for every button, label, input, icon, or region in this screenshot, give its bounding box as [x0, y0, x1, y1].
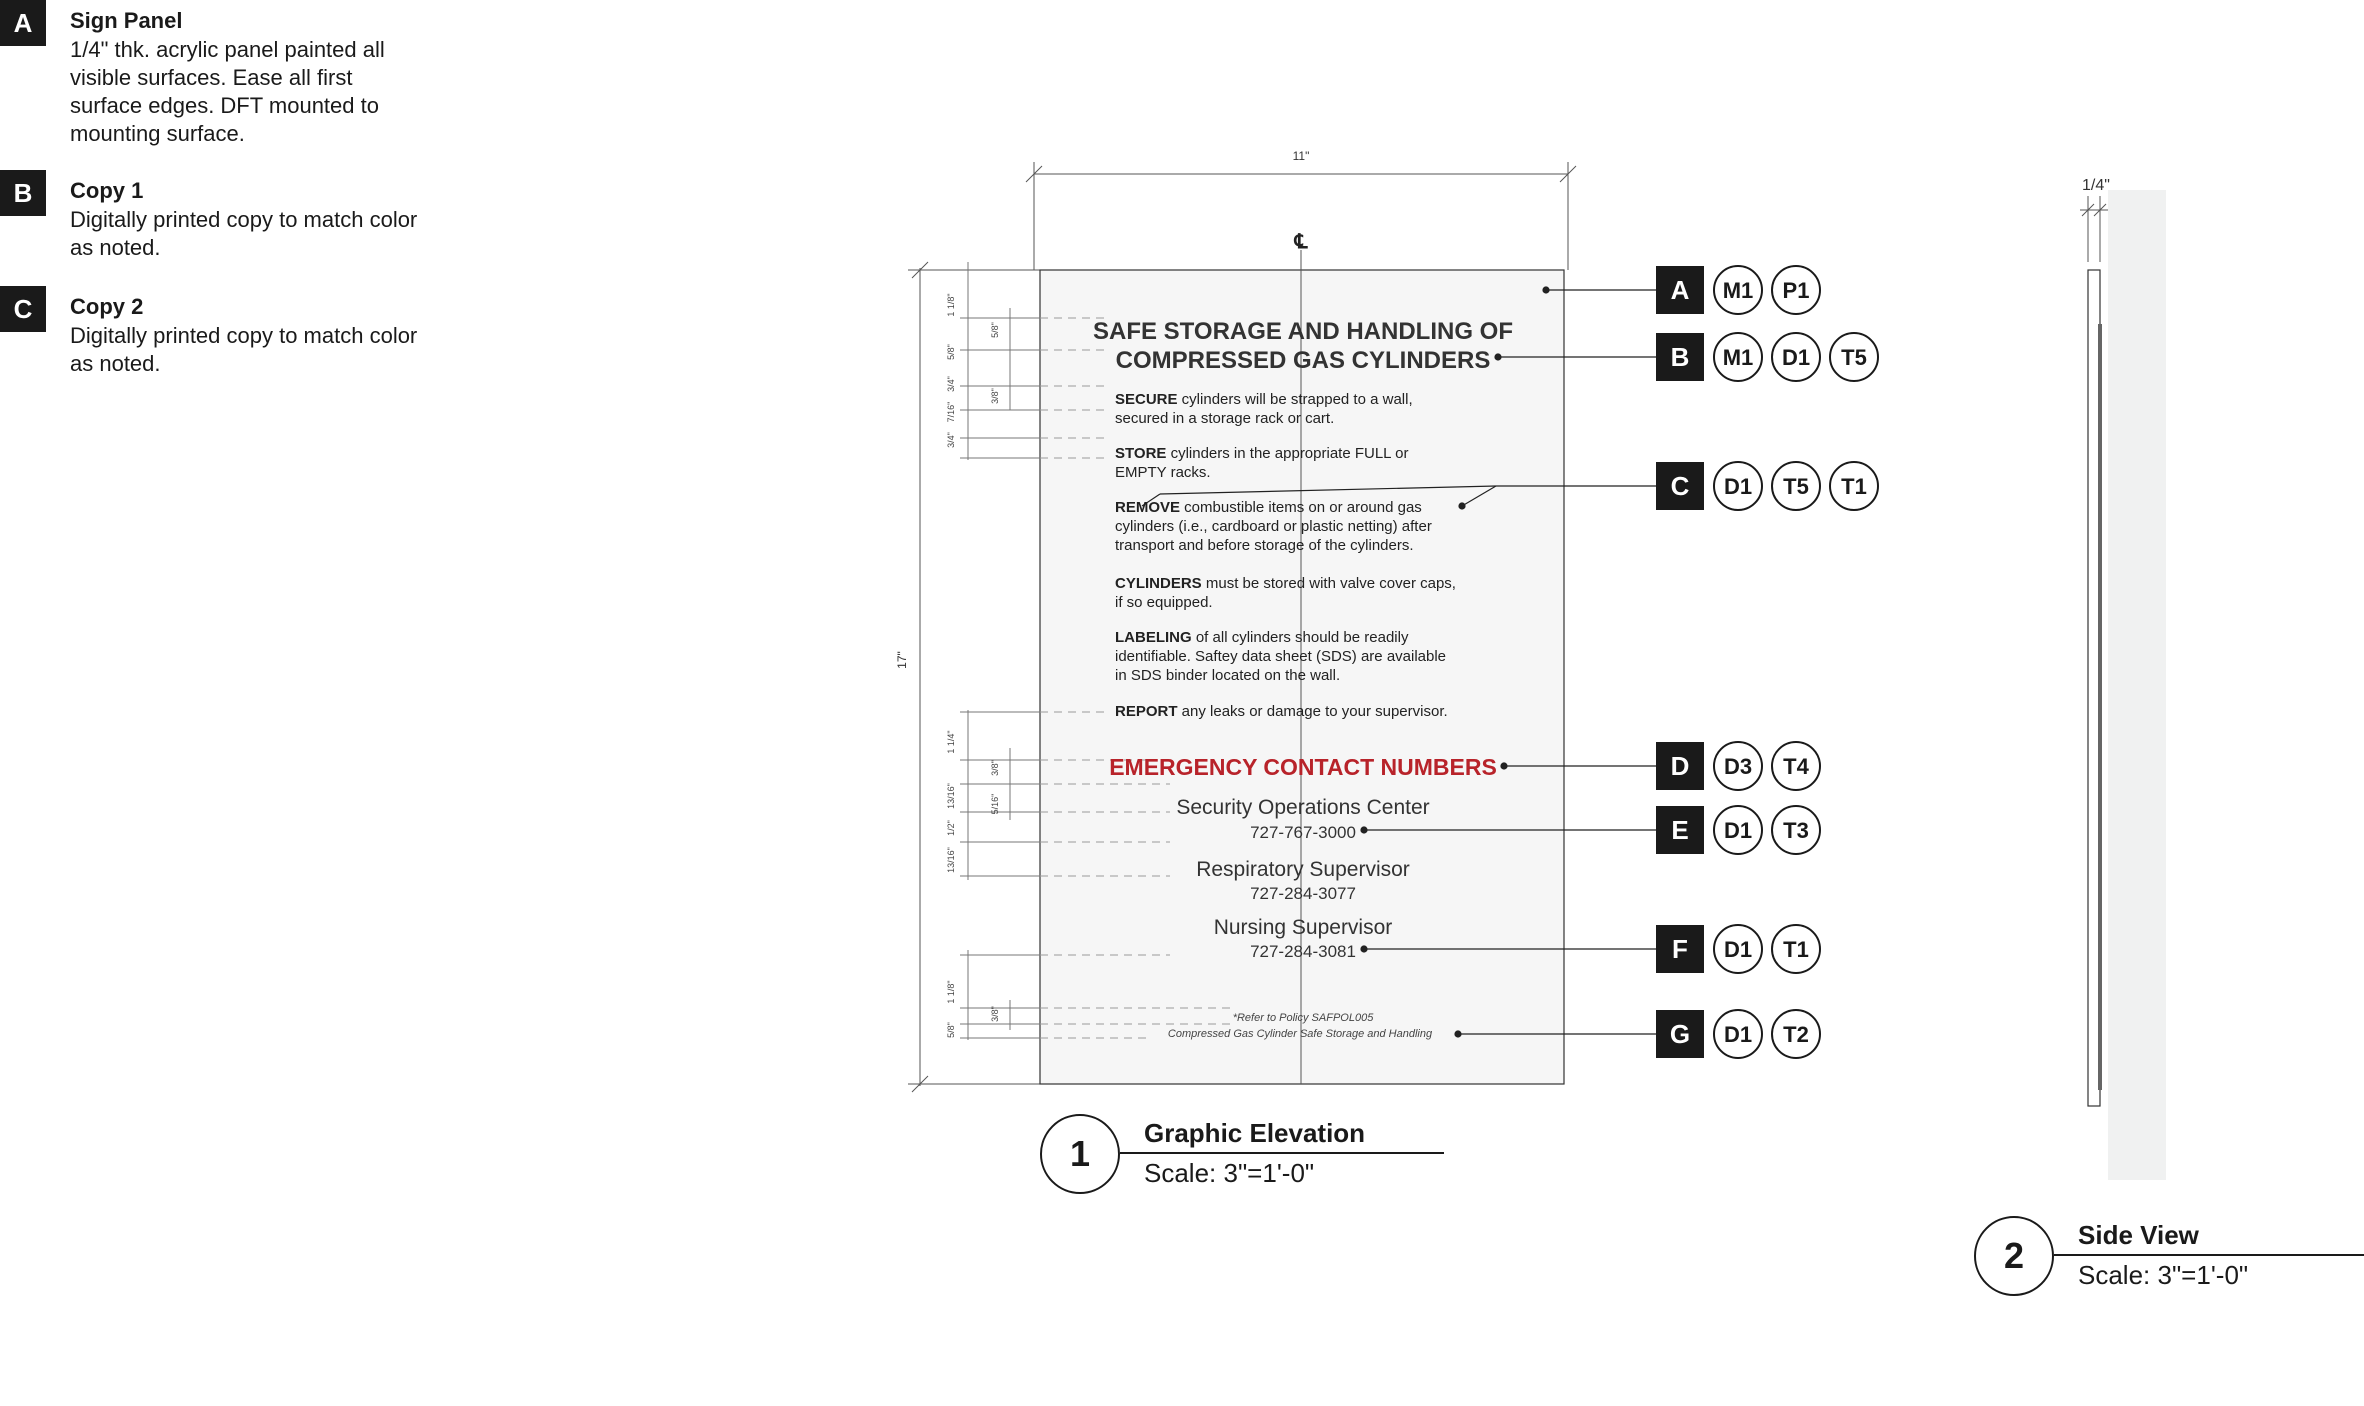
width-label: 11"	[1292, 149, 1310, 163]
sign-item-line: LABELING of all cylinders should be readily	[1115, 629, 1409, 646]
code-label: D1	[1723, 474, 1753, 499]
dim-label: 1 1/4"	[946, 730, 956, 754]
dim-label: 7/16"	[946, 401, 956, 423]
sign-item-line: REMOVE combustible items on or around gas	[1115, 499, 1422, 516]
code-label: M1	[1722, 278, 1754, 303]
side-view	[2080, 177, 2166, 1180]
sign-item-line: in SDS binder located on the wall.	[1115, 667, 1341, 684]
sign-item-line: EMPTY racks.	[1115, 464, 1211, 481]
side-view-thickness-label: 1/4"	[2082, 177, 2110, 194]
dim-label: 3/8"	[990, 1006, 1000, 1022]
code-label: D3	[1723, 754, 1753, 779]
dim-label: 3/4"	[946, 376, 956, 392]
callout-letter: B	[1670, 342, 1690, 372]
code-label: D1	[1723, 818, 1753, 843]
legend-badge: A	[0, 0, 46, 46]
legend-desc: 1/4" thk. acrylic panel painted all visible surfaces. Ease all first surface edges. DFT mounted to mounting surface.	[70, 37, 385, 146]
side-view-wall	[2108, 190, 2166, 1180]
legend-title: Copy 2	[70, 294, 144, 319]
code-label: T3	[1783, 818, 1809, 843]
height-label: 17"	[895, 651, 909, 669]
left-dimension-chain	[960, 262, 1040, 1040]
sign-item-line: secured in a storage rack or cart.	[1115, 410, 1335, 427]
side-view-dim	[2080, 196, 2108, 262]
callout-g	[1656, 1010, 1820, 1058]
sign-item-line: CYLINDERS must be stored with valve cover caps,	[1115, 575, 1456, 592]
code-label: M1	[1722, 345, 1754, 370]
callout-c	[1656, 462, 1878, 510]
dim-label: 5/8"	[946, 1022, 956, 1038]
view-title: Side View	[2078, 1220, 2199, 1250]
code-label: D1	[1781, 345, 1811, 370]
callout-letter: G	[1669, 1019, 1691, 1049]
code-label: D1	[1723, 1022, 1753, 1047]
callout-b	[1656, 333, 1878, 381]
sign-item-line: SECURE cylinders will be strapped to a wall,	[1115, 391, 1413, 408]
dim-label: 1 1/8"	[946, 293, 956, 317]
view-scale: Scale: 3"=1'-0"	[2078, 1260, 2249, 1290]
callout-letter: D	[1670, 751, 1690, 781]
dim-label: 5/8"	[990, 322, 1000, 338]
footnote-line1: *Refer to Policy SAFPOL005	[1232, 1012, 1374, 1024]
callout-f	[1656, 925, 1820, 973]
emergency-title: EMERGENCY CONTACT NUMBERS	[1109, 754, 1497, 780]
callouts	[1656, 266, 1878, 1058]
code-label: T4	[1783, 754, 1809, 779]
sign-title-line2: COMPRESSED GAS CYLINDERS	[1115, 347, 1491, 374]
code-label: T5	[1841, 345, 1867, 370]
sign-item-line: transport and before storage of the cylinders.	[1115, 537, 1414, 554]
legend-desc: Digitally printed copy to match color as noted.	[70, 207, 418, 260]
callout-e	[1656, 806, 1820, 854]
dim-label: 1/2"	[946, 820, 956, 836]
view-label-rule	[1120, 1152, 1444, 1154]
centerline-symbol: ℄	[1294, 231, 1308, 253]
sign-title-line1: SAFE STORAGE AND HANDLING OF	[1092, 318, 1514, 345]
contact-phone: 727-284-3077	[1250, 884, 1356, 903]
code-label: T2	[1783, 1022, 1809, 1047]
legend-badge: C	[0, 286, 46, 332]
side-view-copy	[2098, 324, 2102, 1090]
legend-title: Sign Panel	[70, 8, 183, 33]
view-number: 2	[1974, 1216, 2054, 1296]
callout-d	[1656, 742, 1820, 790]
code-label: T5	[1783, 474, 1809, 499]
view-number: 1	[1040, 1114, 1120, 1194]
legend-title: Copy 1	[70, 178, 144, 203]
code-label: T1	[1841, 474, 1867, 499]
dim-label: 13/16"	[946, 783, 956, 809]
dim-label: 1 1/8"	[946, 980, 956, 1004]
view-scale: Scale: 3"=1'-0"	[1144, 1158, 1315, 1188]
callout-letter: E	[1671, 815, 1689, 845]
sign-item-line: cylinders (i.e., cardboard or plastic netting) after	[1115, 518, 1432, 535]
contact-name: Security Operations Center	[1176, 796, 1430, 819]
contact-name: Respiratory Supervisor	[1196, 858, 1410, 881]
footnote-line2: Compressed Gas Cylinder Safe Storage and Handling	[1167, 1028, 1433, 1040]
code-label: T1	[1783, 937, 1809, 962]
code-label: P1	[1782, 278, 1810, 303]
sign-item-line: REPORT any leaks or damage to your supervisor.	[1115, 703, 1448, 720]
view-label-rule	[2054, 1254, 2364, 1256]
dim-label: 13/16"	[946, 847, 956, 873]
callout-letter: F	[1672, 934, 1688, 964]
contact-name: Nursing Supervisor	[1213, 916, 1393, 939]
view-title: Graphic Elevation	[1144, 1118, 1366, 1148]
sign-item-line: STORE cylinders in the appropriate FULL or	[1115, 445, 1409, 462]
dim-label: 5/8"	[946, 344, 956, 360]
sign-item-line: if so equipped.	[1115, 594, 1213, 611]
callout-a	[1656, 266, 1820, 314]
dimension-labels	[946, 293, 1000, 1037]
callout-letter: A	[1670, 275, 1690, 305]
callout-letter: C	[1670, 471, 1690, 501]
dim-label: 3/8"	[990, 760, 1000, 776]
code-label: D1	[1723, 937, 1753, 962]
contact-phone: 727-284-3081	[1250, 942, 1356, 961]
dim-label: 3/8"	[990, 388, 1000, 404]
dim-label: 3/4"	[946, 432, 956, 448]
legend-desc: Digitally printed copy to match color as noted.	[70, 323, 418, 376]
legend-badge: B	[0, 170, 46, 216]
dim-label: 5/16"	[990, 793, 1000, 815]
contact-phone: 727-767-3000	[1250, 823, 1356, 842]
sign-item-line: identifiable. Saftey data sheet (SDS) are available	[1115, 648, 1447, 665]
